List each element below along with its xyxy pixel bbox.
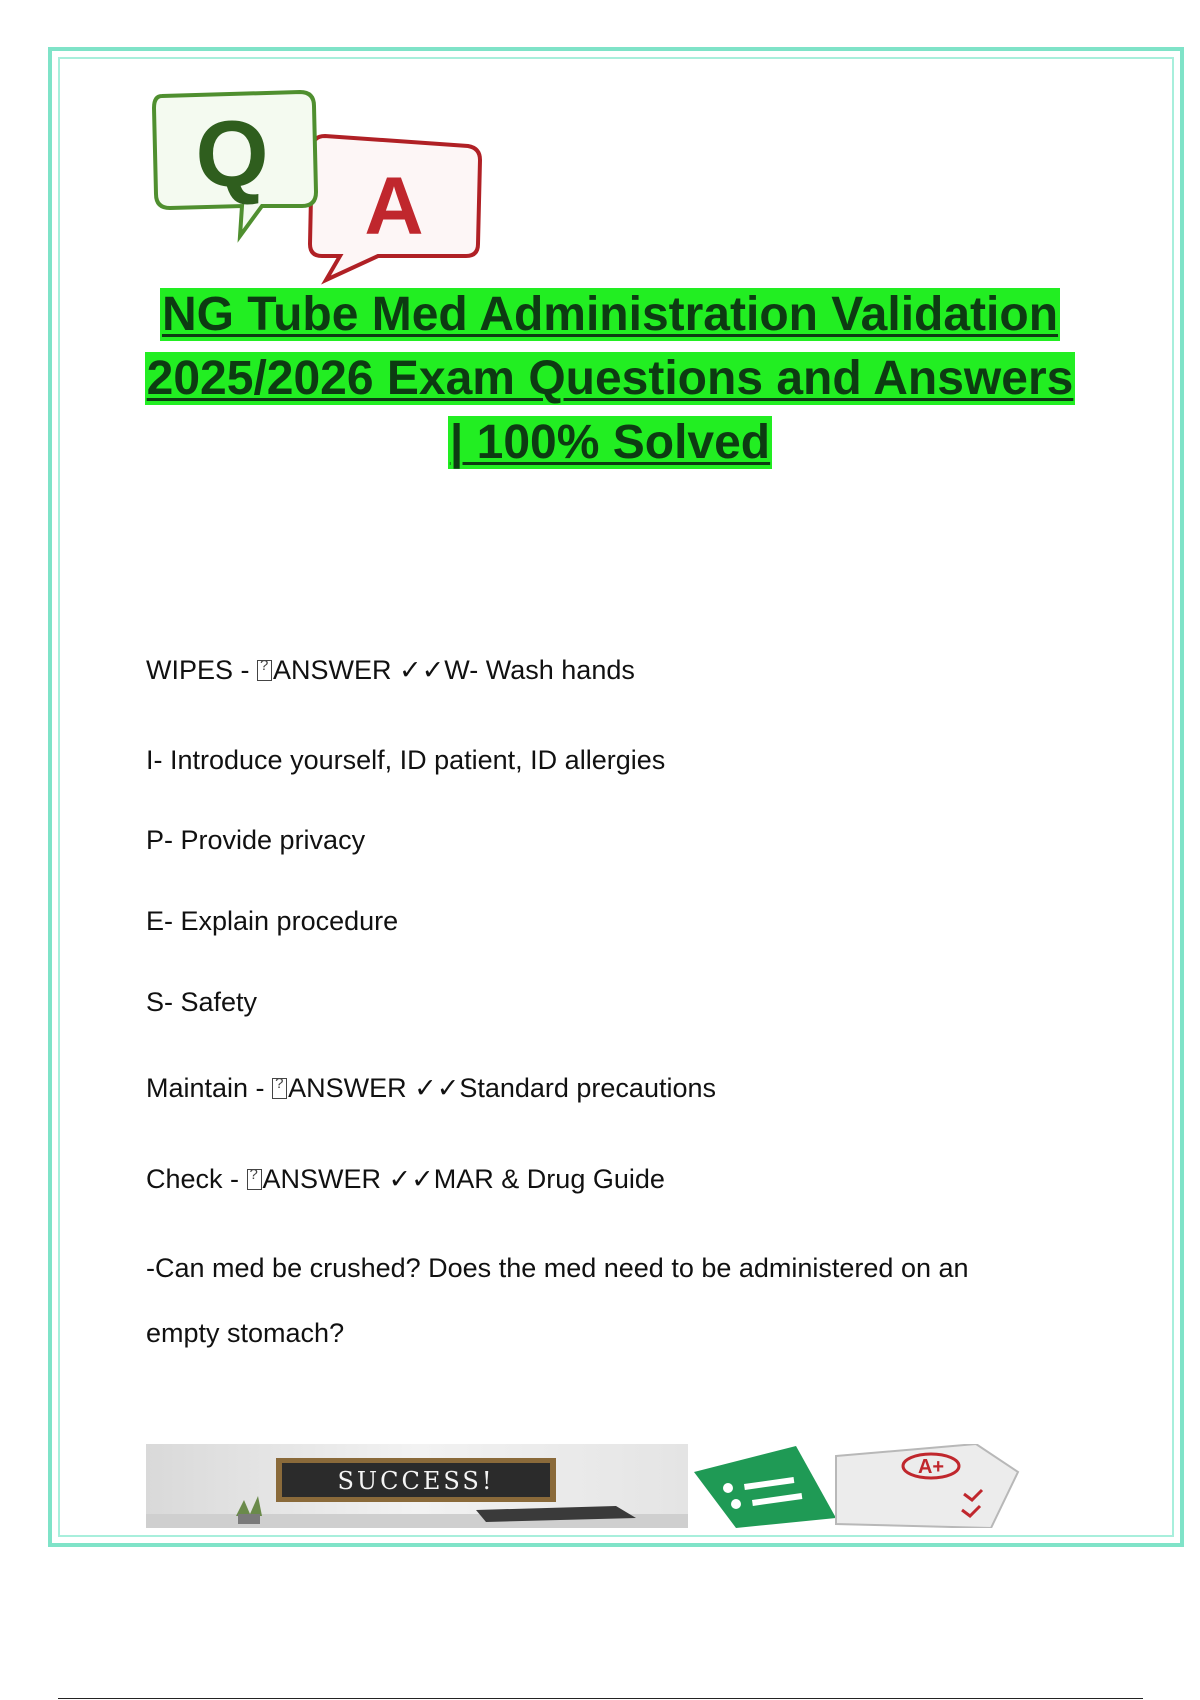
plant-pot	[238, 1514, 260, 1524]
chalkboard-text: SUCCESS!	[337, 1467, 495, 1495]
qa-item-wipes	[146, 655, 635, 686]
answer-text: MAR & Drug Guide	[433, 1164, 665, 1194]
check-detail-line-1: -Can med be crushed? Does the med need to be administered on an	[146, 1253, 969, 1283]
a-letter: A	[364, 161, 424, 252]
question-label: Check -	[146, 1164, 247, 1194]
document-title	[130, 283, 1090, 475]
double-check-icon: ✓✓	[388, 1164, 434, 1194]
wipes-line-p: P- Provide privacy	[146, 825, 366, 855]
footer-banner-image	[146, 1444, 1086, 1528]
missing-glyph-icon	[272, 1078, 287, 1099]
answer-text: Standard precautions	[459, 1073, 716, 1103]
double-check-icon: ✓✓	[399, 655, 445, 685]
qa-speech-bubbles-logo	[150, 88, 490, 288]
missing-glyph-icon	[257, 660, 272, 681]
missing-glyph-icon	[247, 1169, 262, 1190]
check-detail-line-2: empty stomach?	[146, 1318, 345, 1348]
question-label: Maintain -	[146, 1073, 273, 1103]
double-check-icon: ✓✓	[414, 1073, 460, 1103]
qa-item-check	[146, 1164, 665, 1195]
wipes-line-i: I- Introduce yourself, ID patient, ID allergies	[146, 745, 666, 775]
answer-text: W- Wash hands	[444, 655, 635, 685]
question-label: WIPES -	[146, 655, 258, 685]
list-bullet-icon	[731, 1499, 741, 1509]
answer-label: ANSWER	[273, 655, 400, 685]
list-bullet-icon	[723, 1483, 733, 1493]
wipes-line-e: E- Explain procedure	[146, 906, 399, 936]
title-line-2: 2025/2026 Exam Questions and Answers	[146, 352, 1074, 405]
q-letter: Q	[195, 101, 269, 206]
answer-label: ANSWER	[262, 1164, 389, 1194]
footer-rule	[58, 1698, 1143, 1699]
title-line-1: NG Tube Med Administration Validation	[161, 288, 1059, 341]
grade-mark: A+	[917, 1456, 945, 1478]
wipes-line-s: S- Safety	[146, 987, 258, 1017]
title-line-3: | 100% Solved	[449, 416, 771, 469]
answer-label: ANSWER	[288, 1073, 415, 1103]
qa-item-maintain	[146, 1073, 716, 1104]
